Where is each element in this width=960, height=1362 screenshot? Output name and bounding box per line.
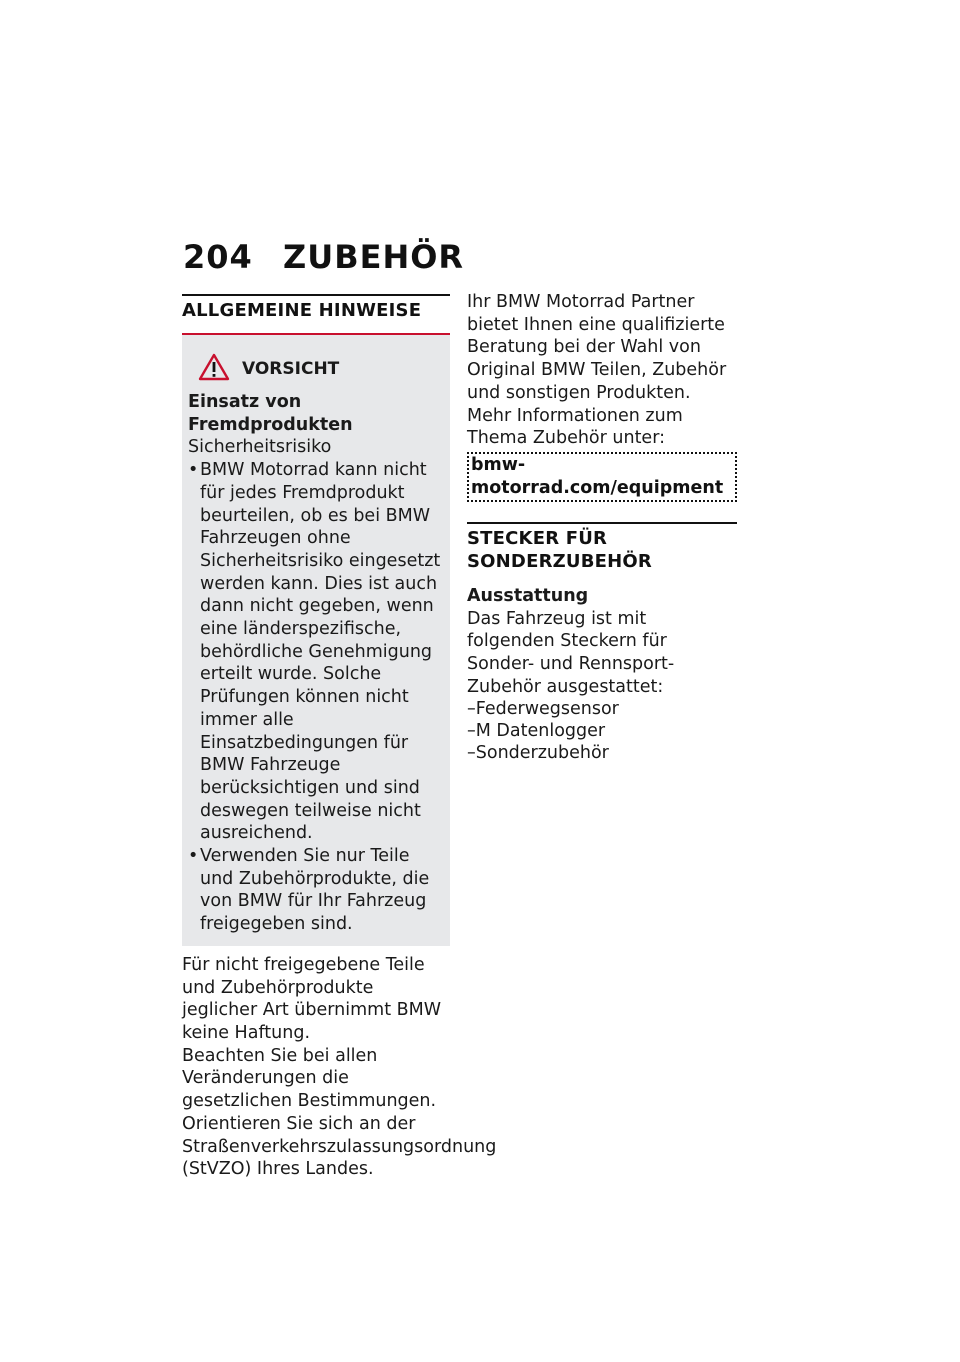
warning-label: VORSICHT [242,359,340,379]
right-column [467,291,737,764]
bullet-dot: • [188,460,199,481]
warning-box [182,333,450,946]
warning-subheading: Sicherheitsrisiko [188,437,332,458]
paragraph: Mehr Informationen zum Thema Zubehör unter: [467,405,683,449]
section-title-connectors: STECKER FÜR SONDERZUBEHÖR [467,527,652,572]
equipment-link[interactable]: bmw-motorrad.com/equipment [467,452,737,502]
bullet-dot: • [188,846,199,867]
warning-header [198,347,444,391]
paragraph: Das Fahrzeug ist mit folgenden Steckern für Sonder- und Rennsport-Zubehör ausgestattet: [467,608,675,697]
paragraph: Beachten Sie bei allen Veränderungen die gesetzlichen Bestimmungen. Orientieren Sie sich an der Straßenverkehrszulassungsordnung (StVZO) Ihres Landes. [182,1045,497,1180]
warning-triangle-icon [198,353,230,385]
list-item: –M Datenlogger [467,721,606,742]
list-item: –Federwegsensor [467,699,619,720]
warning-bullet [188,845,444,936]
subtitle-equipment: Ausstattung [467,585,589,606]
left-column [182,294,497,1181]
list-item: –Sonderzubehör [467,743,609,764]
paragraph: Für nicht freigegebene Teile und Zubehörprodukte jeglicher Art übernimmt BMW keine Haftung. [182,954,442,1043]
page-number: 204 [183,238,253,276]
warning-bullet [188,459,444,845]
section-title-general: ALLGEMEINE HINWEISE [182,300,422,321]
warning-heading: Einsatz von Fremdprodukten [188,392,353,435]
warning-bullet-text: BMW Motorrad kann nicht für jedes Fremdprodukt beurteilen, ob es bei BMW Fahrzeugen ohne Sicherheitsrisiko eingesetzt werden kann. Dies ist auch dann nicht gegeben, wenn eine länderspezifische, behördliche Genehmigung erteilt wurde. Solche Prüfungen können nicht immer alle Einsatzbedingungen für BMW Fahrzeuge berücksichtigen und sind deswegen teilweise nicht ausreichend. [200,460,441,844]
warning-bullet-text: Verwenden Sie nur Teile und Zubehörprodukte, die von BMW für Ihr Fahrzeug freigegeben sind. [200,846,430,935]
paragraph: Ihr BMW Motorrad Partner bietet Ihnen eine qualifizierte Beratung bei der Wahl von Original BMW Teilen, Zubehör und sonstigen Produkten. [467,292,727,403]
chapter-title: ZUBEHÖR [283,238,465,276]
page-header [183,238,464,276]
